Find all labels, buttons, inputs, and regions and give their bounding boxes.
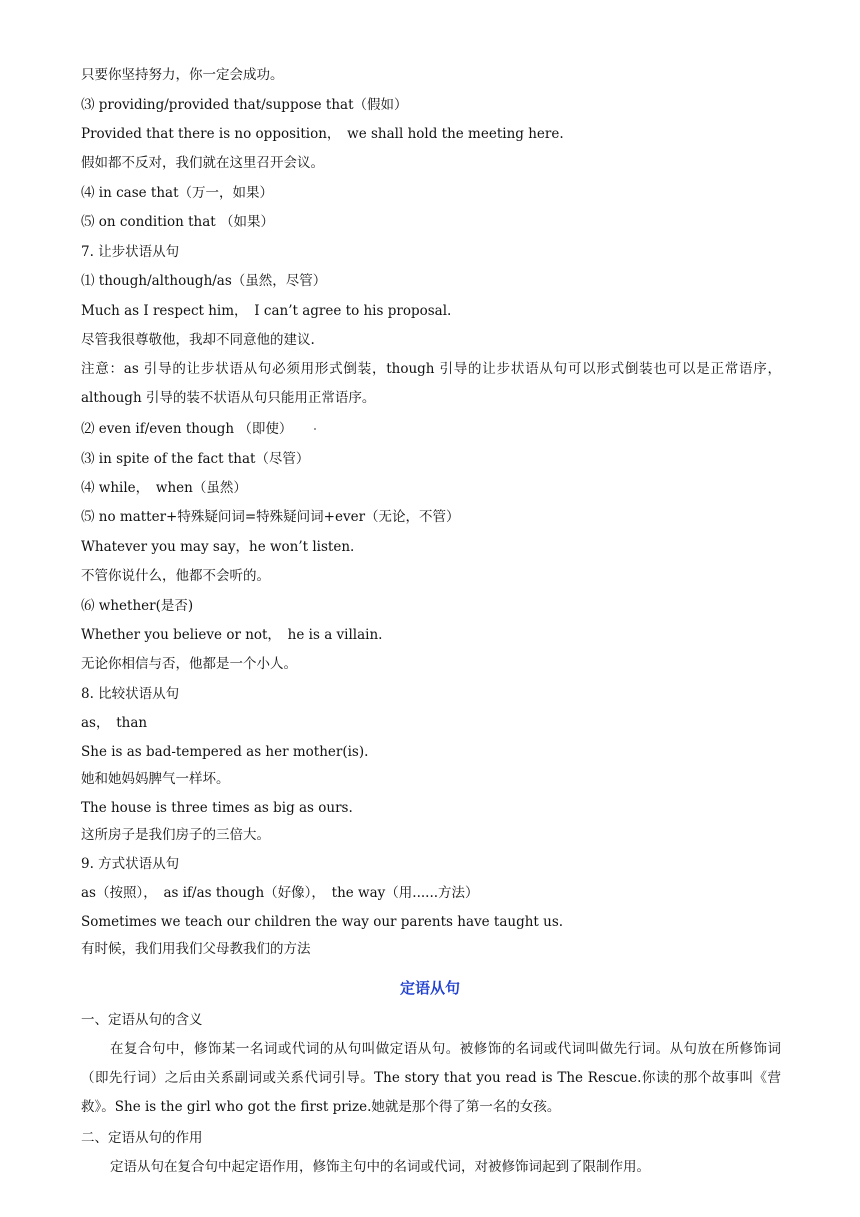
body-paragraph: 在复合句中，修饰某一名词或代词的从句叫做定语从句。被修饰的名词或代词叫做先行词。从句放在所修饰词（即先行词）之后由关系副词或关系代词引导。The story that you read is The Rescue.你读的那个故事叫《营救》。She is the girl who got the first prize.她就是那个得了第一名的女孩。 bbox=[81, 1041, 781, 1115]
subheading: 二、定语从句的作用 bbox=[81, 1130, 203, 1146]
stray-mark bbox=[314, 428, 316, 430]
text-line: 不管你说什么，他都不会听的。 bbox=[81, 568, 270, 584]
text-line: ⑷ in case that（万一，如果） bbox=[81, 185, 274, 201]
section-heading: 8. 比较状语从句 bbox=[81, 686, 180, 702]
text-line: Provided that there is no opposition， we shall hold the meeting here. bbox=[81, 126, 564, 142]
text-line: ⑶ providing/provided that/suppose that（假如） bbox=[81, 97, 408, 113]
text-line: as， than bbox=[81, 715, 148, 731]
text-line: 她和她妈妈脾气一样坏。 bbox=[81, 771, 230, 787]
section-heading: 7. 让步状语从句 bbox=[81, 244, 180, 260]
section-heading: 9. 方式状语从句 bbox=[81, 856, 180, 872]
text-line: 有时候，我们用我们父母教我们的方法 bbox=[81, 941, 311, 957]
text-line: ⑸ no matter+特殊疑问词=特殊疑问词+ever（无论，不管） bbox=[81, 509, 460, 525]
text-line: 尽管我很尊敬他，我却不同意他的建议. bbox=[81, 332, 315, 348]
text-line: 假如都不反对，我们就在这里召开会议。 bbox=[81, 155, 324, 171]
subheading: 一、定语从句的含义 bbox=[81, 1012, 203, 1028]
body-paragraph: 定语从句在复合句中起定语作用，修饰主句中的名词或代词，对被修饰词起到了限制作用。 bbox=[110, 1159, 650, 1175]
note-paragraph: 注意：as 引导的让步状语从句必须用形式倒装，though 引导的让步状语从句可以形式倒装也可以是正常语序，although 引导的装不状语从句只能用正常语序。 bbox=[81, 361, 781, 406]
text-line: Whatever you may say，he won’t listen. bbox=[81, 539, 355, 555]
section-title: 定语从句 bbox=[399, 979, 460, 997]
text-line: ⑷ while， when（虽然） bbox=[81, 480, 247, 496]
text-line: Much as I respect him， I can’t agree to his proposal. bbox=[81, 303, 452, 319]
text-line: as（按照）， as if/as though（好像）， the way（用......方法） bbox=[81, 885, 479, 901]
text-line: ⑵ even if/even though （即使） bbox=[81, 421, 293, 437]
text-line: ⑴ though/although/as（虽然，尽管） bbox=[81, 273, 327, 289]
text-line: Whether you believe or not， he is a villain. bbox=[81, 627, 383, 643]
text-line: The house is three times as big as ours. bbox=[81, 800, 353, 816]
text-line: 只要你坚持努力，你一定会成功。 bbox=[81, 67, 284, 83]
text-line: ⑸ on condition that （如果） bbox=[81, 214, 274, 230]
text-line: 无论你相信与否，他都是一个小人。 bbox=[81, 656, 297, 672]
text-line: ⑹ whether(是否) bbox=[81, 598, 194, 614]
text-line: Sometimes we teach our children the way our parents have taught us. bbox=[81, 914, 564, 930]
text-line: 这所房子是我们房子的三倍大。 bbox=[81, 827, 270, 843]
text-line: ⑶ in spite of the fact that（尽管） bbox=[81, 451, 310, 467]
text-line: She is as bad-tempered as her mother(is). bbox=[81, 744, 369, 760]
